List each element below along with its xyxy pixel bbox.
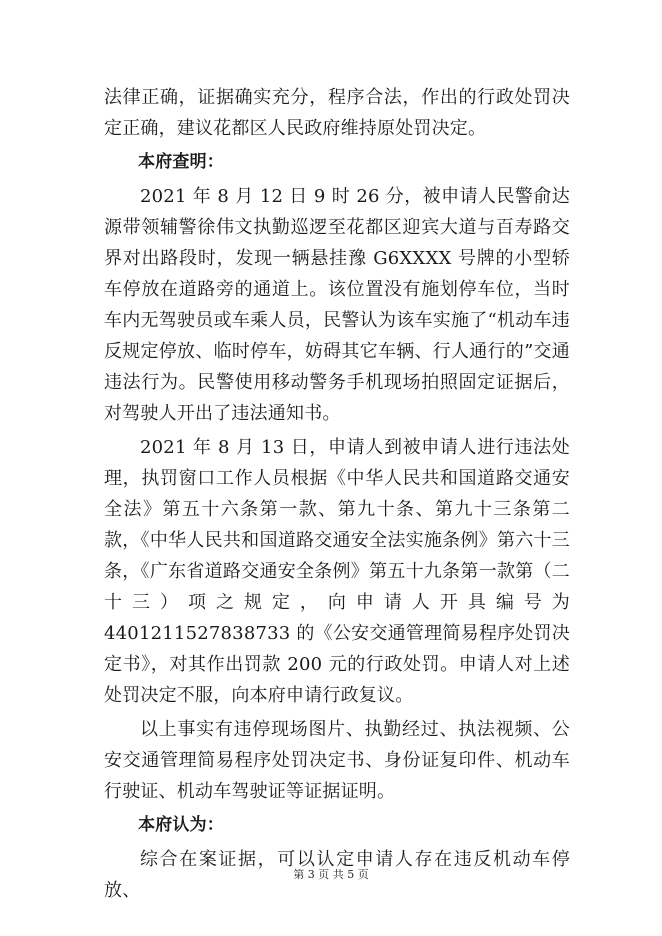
document-body — [104, 82, 570, 909]
paragraph-evidence: 以上事实有违停现场图片、执勤经过、执法视频、公安交通管理简易程序处罚决定书、身份证复印件、机动车行驶证、机动车驾驶证等证据证明。 — [104, 719, 570, 802]
paragraph-incident: 2021 年 8 月 12 日 9 时 26 分，被申请人民警俞达源带领辅警徐伟文执勤巡逻至花都区迎宾大道与百寿路交界对出路段时，发现一辆悬挂豫 G6XXXX 号牌的小型轿车停放在道路旁的通道上。该位置没有施划停车位，当时车内无驾驶员或车乘人员，民警认为该车实施了“机动车违反规定停放、临时停车，妨碍其它车辆、行人通行的”交通违法行为。民警使用移动警务手机现场拍照固定证据后，对驾驶人开出了违法通知书。 — [104, 186, 570, 424]
paragraph-conclusion-end: 法律正确，证据确实充分，程序合法，作出的行政处罚决定正确，建议花都区人民政府维持原处罚决定。 — [104, 87, 570, 139]
paragraph-opinion-start: 综合在案证据，可以认定申请人存在违反机动车停放、 — [104, 849, 570, 901]
paragraph-penalty: 2021 年 8 月 13 日，申请人到被申请人进行违法处理，执罚窗口工作人员根据《中华人民共和国道路交通安全法》第五十六条第一款、第九十条、第九十三条第二款，《中华人民共和国道路交通安全法实施条例》第六十三条，《广东省道路交通安全条例》第五十九条第一款第（二十三）项之规定，向申请人开具编号为 4401211527838733 的《公安交通管理简易程序处罚决定书》，对其作出罚款 200 元的行政处罚。申请人对上述处罚决定不服，向本府申请行政复议。 — [104, 437, 570, 706]
heading-findings: 本府查明： — [138, 152, 224, 172]
page-number-footer: 第 3 页 共 5 页 — [293, 868, 369, 881]
heading-opinion: 本府认为： — [138, 815, 224, 835]
